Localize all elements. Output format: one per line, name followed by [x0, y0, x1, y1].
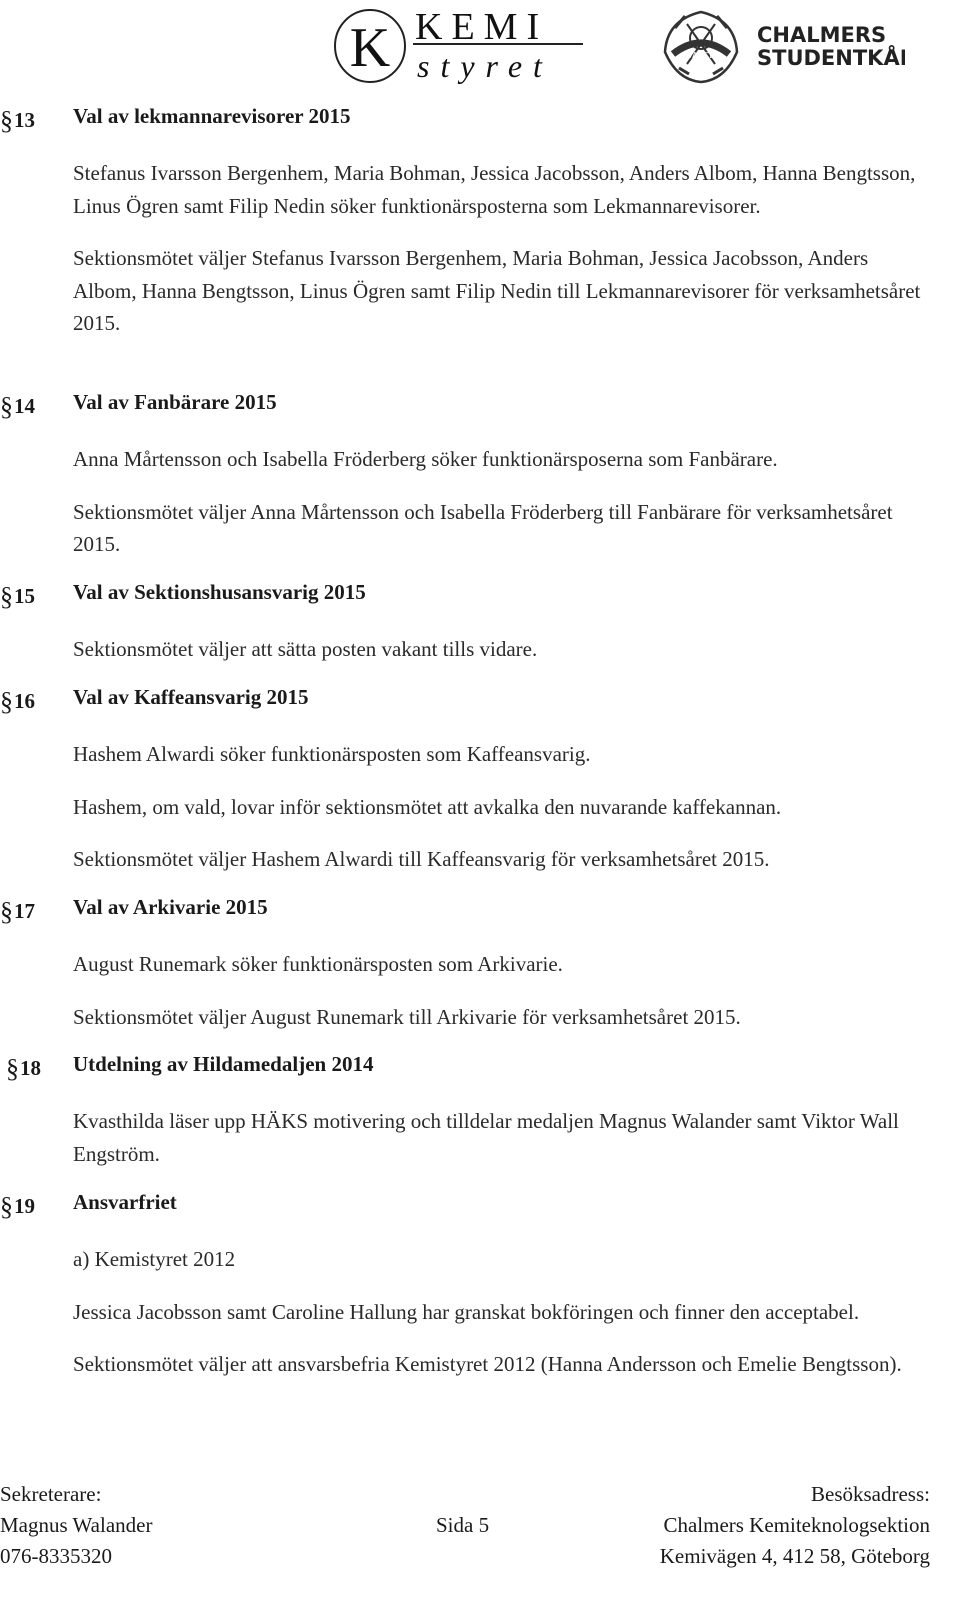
- paragraph: Sektionsmötet väljer Hashem Alwardi till Kaffeansvarig för verksamhetsåret 2015.: [73, 847, 770, 871]
- paragraph: Sektionsmötet väljer att ansvarsbefria Kemistyret 2012 (Hanna Andersson och Emelie Bengtsson).: [73, 1352, 902, 1376]
- paragraph: a) Kemistyret 2012: [73, 1247, 236, 1271]
- kemi-logo-bottom: styret: [417, 48, 553, 84]
- footer-secretary-label: Sekreterare:: [0, 1482, 102, 1506]
- chalmers-seal-icon: [665, 12, 737, 82]
- section-16: [0, 685, 940, 876]
- footer-address-org: Chalmers Kemiteknologsektion: [663, 1513, 930, 1537]
- section-number: §17: [0, 897, 35, 926]
- paragraph: Sektionsmötet väljer Anna Mårtensson och Isabella Fröderberg till Fanbärare för verksamhetsåret 2015.: [73, 499, 893, 556]
- section-17: [0, 895, 940, 1033]
- paragraph: Hashem Alwardi söker funktionärsposten som Kaffeansvarig.: [73, 742, 591, 766]
- section-15: [0, 580, 940, 666]
- section-title: Val av Fanbärare 2015: [73, 390, 277, 414]
- paragraph: Jessica Jacobsson samt Caroline Hallung har granskat bokföringen och finner den acceptabel.: [73, 1299, 860, 1324]
- section-title: Utdelning av Hildamedaljen 2014: [73, 1052, 374, 1076]
- section-number: §14: [0, 392, 35, 421]
- section-title: Val av Kaffeansvarig 2015: [73, 685, 309, 709]
- section-title: Val av Sektionshusansvarig 2015: [73, 580, 366, 604]
- footer-address-street: Kemivägen 4, 412 58, Göteborg: [659, 1544, 930, 1568]
- section-title: Val av lekmannarevisorer 2015: [73, 104, 351, 128]
- paragraph: Hashem, om vald, lovar inför sektionsmötet att avkalka den nuvarande kaffekannan.: [73, 794, 782, 819]
- footer-secretary-phone: 076-8335320: [0, 1544, 112, 1568]
- section-number: §13: [0, 106, 35, 135]
- section-title: Val av Arkivarie 2015: [73, 895, 268, 919]
- footer-address-label: Besöksadress:: [811, 1482, 930, 1506]
- section-number: §18: [6, 1054, 41, 1083]
- kemi-logo-letter: K: [349, 17, 391, 79]
- section-number: §16: [0, 687, 35, 716]
- section-19: [0, 1190, 940, 1381]
- section-18: [0, 1052, 940, 1170]
- paragraph: Anna Mårtensson och Isabella Fröderberg söker funktionärsposerna som Fanbärare.: [73, 447, 778, 471]
- paragraph: August Runemark söker funktionärsposten som Arkivarie.: [73, 952, 563, 976]
- kemistyret-logo: [333, 6, 585, 84]
- chalmers-studentkar-logo: [655, 2, 905, 86]
- section-number: §19: [0, 1192, 35, 1221]
- footer-secretary-name: Magnus Walander: [0, 1513, 153, 1537]
- section-number: §15: [0, 582, 35, 611]
- section-13: [0, 104, 940, 340]
- paragraph: Sektionsmötet väljer August Runemark till Arkivarie för verksamhetsåret 2015.: [73, 1004, 741, 1029]
- paragraph: Stefanus Ivarsson Bergenhem, Maria Bohman, Jessica Jacobsson, Anders Albom, Hanna Bengtsson, Linus Ögren samt Filip Nedin söker funktionärsposterna som Lekmannarevisorer.: [73, 161, 916, 218]
- footer-address: [660, 1479, 930, 1572]
- page-number: Sida 5: [436, 1513, 490, 1537]
- paragraph: Sektionsmötet väljer Stefanus Ivarsson Bergenhem, Maria Bohman, Jessica Jacobsson, Anders Albom, Hanna Bengtsson, Linus Ögren samt Filip Nedin till Lekmannarevisorer för verksamhetsåret 2015.: [73, 246, 921, 335]
- paragraph: Sektionsmötet väljer att sätta posten vakant tills vidare.: [73, 637, 538, 661]
- chalmers-seal-text: AVANCEZ: [682, 51, 720, 60]
- chalmers-logo-line1: CHALMERS: [757, 23, 887, 47]
- section-title: Ansvarfriet: [73, 1190, 177, 1214]
- kemi-logo-top: KEMI: [415, 6, 549, 48]
- footer-secretary: [0, 1479, 152, 1572]
- paragraph: Kvasthilda läser upp HÄKS motivering och tilldelar medaljen Magnus Walander samt Viktor Wall Engström.: [73, 1109, 899, 1166]
- chalmers-logo-line2: STUDENTKÅR: [757, 46, 905, 70]
- section-14: [0, 390, 940, 561]
